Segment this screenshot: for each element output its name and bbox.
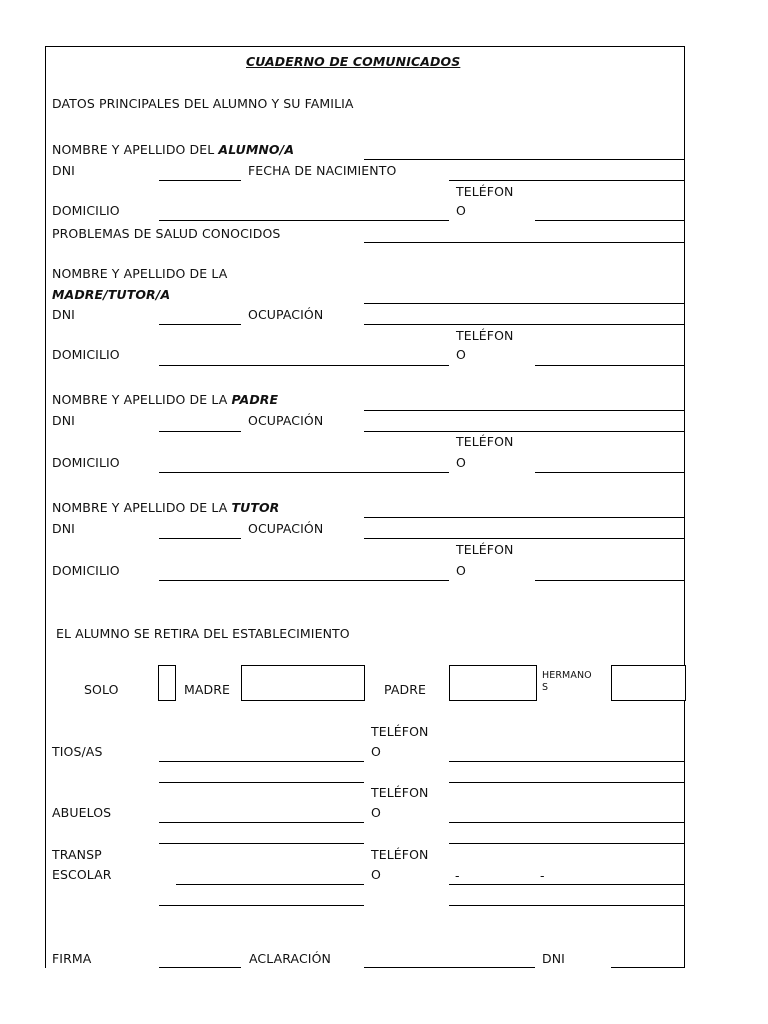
- clarification-field[interactable]: [364, 967, 535, 968]
- tutor-name-label-bold: TUTOR: [231, 500, 280, 515]
- pickup-heading: EL ALUMNO SE RETIRA DEL ESTABLECIMIENTO: [56, 626, 350, 641]
- tios-name-field-1[interactable]: [159, 761, 364, 762]
- madre-address-label: DOMICILIO: [52, 347, 120, 362]
- tutor-occupation-field[interactable]: [364, 538, 684, 539]
- padre-dni-label: DNI: [52, 413, 75, 428]
- transport-name-field-1[interactable]: [176, 884, 364, 885]
- tios-phone-label-b: O: [371, 744, 381, 759]
- padre-phone-label-a: TELÉFON: [456, 434, 514, 449]
- tutor-phone-label-a: TELÉFON: [456, 542, 514, 557]
- abuelos-phone-field-2[interactable]: [449, 843, 684, 844]
- alumno-dni-label: DNI: [52, 163, 75, 178]
- alumno-phone-label-a: TELÉFON: [456, 184, 514, 199]
- tutor-dni-field[interactable]: [159, 538, 241, 539]
- alumno-phone-field[interactable]: [535, 220, 684, 221]
- alumno-birthdate-field[interactable]: [449, 180, 684, 181]
- padre-phone-field[interactable]: [535, 472, 684, 473]
- pickup-padre-box[interactable]: [449, 665, 537, 701]
- pickup-solo-label: SOLO: [84, 682, 119, 697]
- tutor-phone-field[interactable]: [535, 580, 684, 581]
- madre-occupation-label: OCUPACIÓN: [248, 307, 324, 322]
- padre-address-label: DOMICILIO: [52, 455, 120, 470]
- madre-dni-label: DNI: [52, 307, 75, 322]
- signature-field[interactable]: [159, 967, 241, 968]
- form-border-left: [45, 46, 46, 968]
- tutor-address-label: DOMICILIO: [52, 563, 120, 578]
- alumno-address-label: DOMICILIO: [52, 203, 120, 218]
- madre-phone-label-a: TELÉFON: [456, 328, 514, 343]
- abuelos-name-field-1[interactable]: [159, 822, 364, 823]
- tutor-name-label-prefix: NOMBRE Y APELLIDO DE LA: [52, 500, 228, 515]
- madre-phone-field[interactable]: [535, 365, 684, 366]
- madre-dni-field[interactable]: [159, 324, 241, 325]
- tios-name-field-2[interactable]: [159, 782, 364, 783]
- padre-occupation-field[interactable]: [364, 431, 684, 432]
- transport-dash-1: -: [455, 868, 460, 883]
- alumno-name-label-bold: ALUMNO/A: [218, 142, 295, 157]
- padre-name-field[interactable]: [364, 410, 684, 411]
- abuelos-phone-label-a: TELÉFON: [371, 785, 429, 800]
- pickup-hermanos-label-a: HERMANO: [542, 670, 592, 681]
- alumno-health-field[interactable]: [364, 242, 684, 243]
- tios-label: TIOS/AS: [52, 744, 103, 759]
- abuelos-label: ABUELOS: [52, 805, 112, 820]
- tios-phone-label-a: TELÉFON: [371, 724, 429, 739]
- abuelos-phone-label-b: O: [371, 805, 381, 820]
- alumno-health-label: PROBLEMAS DE SALUD CONOCIDOS: [52, 226, 281, 241]
- section-heading: DATOS PRINCIPALES DEL ALUMNO Y SU FAMILIA: [52, 96, 354, 111]
- signature-dni-field[interactable]: [611, 967, 684, 968]
- padre-name-label-prefix: NOMBRE Y APELLIDO DE LA: [52, 392, 228, 407]
- pickup-hermanos-box[interactable]: [611, 665, 686, 701]
- pickup-hermanos-label-b: S: [542, 682, 549, 693]
- padre-occupation-label: OCUPACIÓN: [248, 413, 324, 428]
- madre-name-field[interactable]: [364, 303, 684, 304]
- transport-phone-field-2[interactable]: [449, 905, 684, 906]
- transport-label-a: TRANSP: [52, 847, 102, 862]
- alumno-dni-field[interactable]: [159, 180, 241, 181]
- clarification-label: ACLARACIÓN: [249, 951, 331, 966]
- tutor-phone-label-b: O: [456, 563, 466, 578]
- alumno-birthdate-label: FECHA DE NACIMIENTO: [248, 163, 397, 178]
- madre-name-label-prefix: NOMBRE Y APELLIDO DE LA: [52, 266, 228, 281]
- madre-name-label-bold: MADRE/TUTOR/A: [52, 287, 171, 302]
- pickup-solo-checkbox[interactable]: [158, 665, 176, 701]
- alumno-phone-label-b: O: [456, 203, 466, 218]
- transport-phone-label-a: TELÉFON: [371, 847, 429, 862]
- alumno-address-field[interactable]: [159, 220, 449, 221]
- signature-dni-label: DNI: [542, 951, 565, 966]
- tutor-address-field[interactable]: [159, 580, 449, 581]
- madre-occupation-field[interactable]: [364, 324, 684, 325]
- padre-name-label: [52, 392, 278, 407]
- padre-address-field[interactable]: [159, 472, 449, 473]
- pickup-padre-label: PADRE: [384, 682, 426, 697]
- transport-label-b: ESCOLAR: [52, 867, 112, 882]
- abuelos-name-field-2[interactable]: [159, 843, 364, 844]
- padre-name-label-bold: PADRE: [231, 392, 279, 407]
- transport-phone-field-1[interactable]: [449, 884, 684, 885]
- form-border-top: [45, 46, 685, 47]
- transport-name-field-2[interactable]: [159, 905, 364, 906]
- tutor-name-label: [52, 500, 279, 515]
- signature-label: FIRMA: [52, 951, 92, 966]
- pickup-madre-label: MADRE: [184, 682, 231, 697]
- pickup-madre-box[interactable]: [241, 665, 365, 701]
- madre-phone-label-b: O: [456, 347, 466, 362]
- form-title: CUADERNO DE COMUNICADOS: [246, 54, 461, 69]
- tutor-occupation-label: OCUPACIÓN: [248, 521, 324, 536]
- form-border-right: [684, 46, 685, 968]
- tios-phone-field-2[interactable]: [449, 782, 684, 783]
- alumno-name-label-prefix: NOMBRE Y APELLIDO DEL: [52, 142, 215, 157]
- alumno-name-label: [52, 142, 294, 157]
- padre-dni-field[interactable]: [159, 431, 241, 432]
- abuelos-phone-field-1[interactable]: [449, 822, 684, 823]
- tutor-dni-label: DNI: [52, 521, 75, 536]
- transport-phone-label-b: O: [371, 867, 381, 882]
- padre-phone-label-b: O: [456, 455, 466, 470]
- transport-dash-2: -: [540, 868, 545, 883]
- alumno-name-field[interactable]: [364, 159, 684, 160]
- tios-phone-field-1[interactable]: [449, 761, 684, 762]
- madre-address-field[interactable]: [159, 365, 449, 366]
- tutor-name-field[interactable]: [364, 517, 684, 518]
